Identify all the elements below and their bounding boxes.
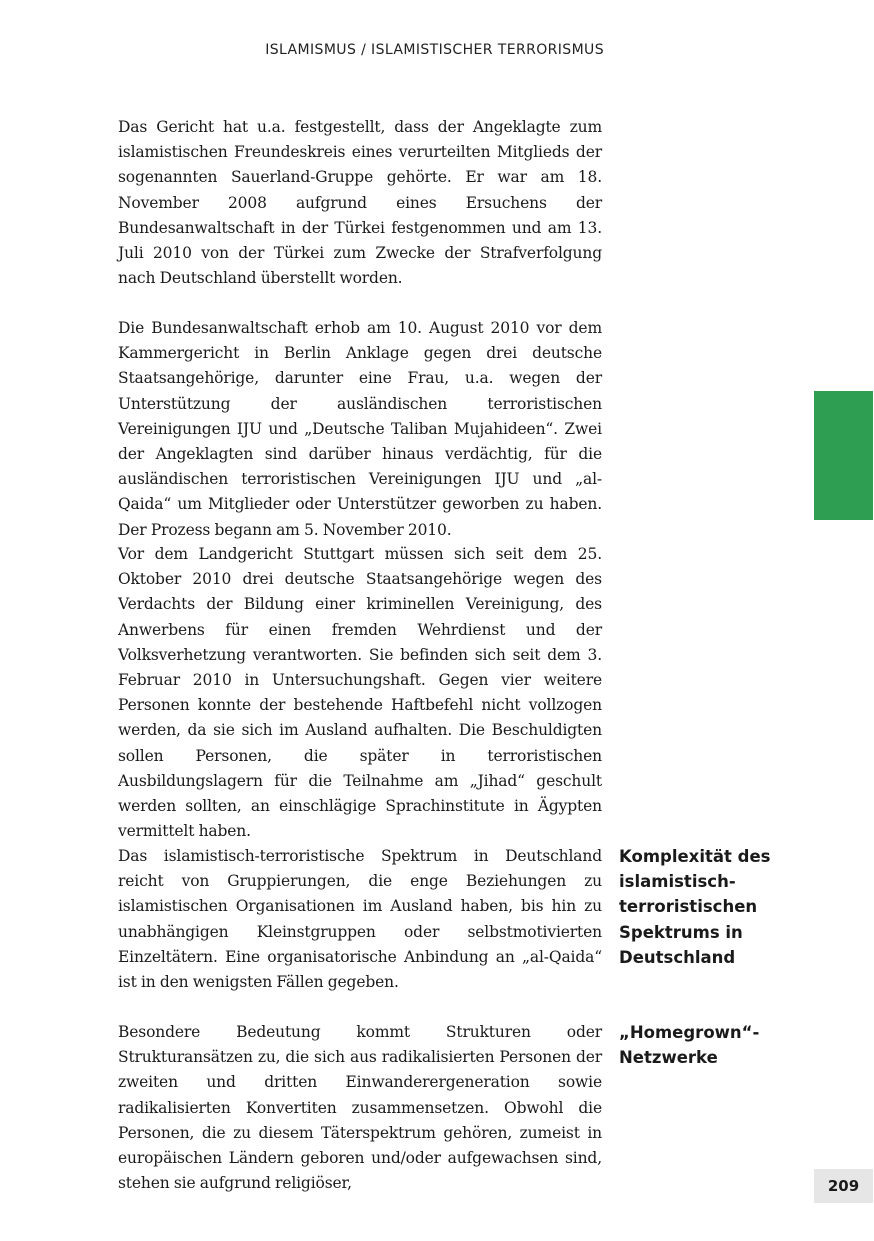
body-paragraph-2: Die Bundesanwaltschaft erhob am 10. August 2010 vor dem Kammergericht in Berlin Anklage gegen drei deutsche Staatsangehörige, darunter eine Frau, u.a. wegen der Unterstützung der ausländischen terroristischen Vereinigungen IJU und „Deutsche Taliban Mujahideen“. Zwei der Angeklagten sind darüber hinaus verdächtig, für die ausländischen terroristischen Vereinigungen IJU und „al-Qaida“ um Mitglieder oder Unterstützer geworben zu haben. Der Prozess begann am 5. November 2010. <box>118 319 602 539</box>
body-paragraph-3: Vor dem Landgericht Stuttgart müssen sich seit dem 25. Oktober 2010 drei deutsche Staatsangehörige wegen des Verdachts der Bildung einer kriminellen Vereinigung, des Anwerbens für einen fremden Wehrdienst und der Volksverhetzung verantworten. Sie befinden sich seit dem 3. Februar 2010 in Untersuchungshaft. Gegen vier weitere Personen konnte der bestehende Haftbefehl nicht vollzogen werden, da sie sich im Ausland aufhalten. Die Beschuldigten sollen Personen, die später in terroristischen Ausbildungslagern für die Teilnahme am „Jihad“ geschult werden sollten, an einschlägige Sprachinstitute in Ägypten vermittelt haben. <box>118 545 602 841</box>
running-header: ISLAMISMUS / ISLAMISTISCHER TERRORISMUS <box>265 42 604 58</box>
body-paragraph-4: Das islamistisch-terroristische Spektrum in Deutschland reicht von Gruppierungen, die enge Beziehungen zu islamistischen Organisationen im Ausland haben, bis hin zu unabhängigen Kleinstgruppen oder selbstmotivierten Einzeltätern. Eine organisatorische Anbindung an „al-Qaida“ ist in den wenigsten Fällen gegeben. <box>118 847 602 992</box>
page-number: 209 <box>814 1169 873 1203</box>
chapter-thumb-tab <box>814 391 873 520</box>
body-paragraph-5: Besondere Bedeutung kommt Strukturen oder Strukturansätzen zu, die sich aus radikalisierten Personen der zweiten und dritten Einwanderergeneration sowie radikalisierten Konvertiten zusammensetzen. Obwohl die Personen, die zu diesem Täterspektrum gehören, zumeist in europäischen Ländern geboren und/oder aufgewachsen sind, stehen sie aufgrund religiöser, <box>118 1023 602 1193</box>
margin-note-complexity: Komplexität des islamistisch-terroristischen Spektrums in Deutschland <box>619 847 771 967</box>
margin-note-homegrown: „Homegrown“-Netzwerke <box>619 1023 760 1068</box>
body-paragraph-1: Das Gericht hat u.a. festgestellt, dass der Angeklagte zum islamistischen Freundeskreis eines verurteilten Mitglieds der sogenannten Sauerland-Gruppe gehörte. Er war am 18. November 2008 aufgrund eines Ersuchens der Bundesanwaltschaft in der Türkei festgenommen und am 13. Juli 2010 von der Türkei zum Zwecke der Strafverfolgung nach Deutschland überstellt worden. <box>118 118 602 288</box>
